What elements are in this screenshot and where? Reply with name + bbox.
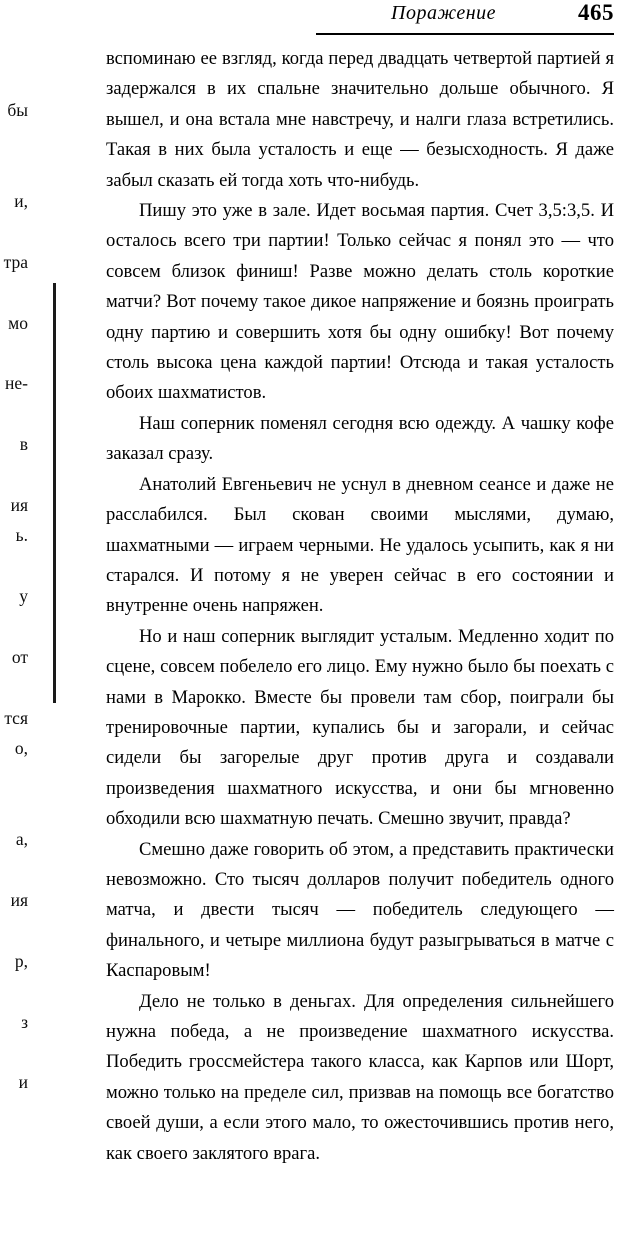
bleed-line: в [19, 434, 28, 455]
bleed-line: и [18, 1072, 28, 1093]
bleed-line [0, 976, 30, 1006]
bleed-line: тра [3, 251, 28, 272]
paragraph: вспоминаю ее взгляд, когда перед двадцать четвертой партией я задержался в их спальне значительно дольше обычного. Я вышел, и она встала мне навстречу, и налги глаза встретились. Такая в них была усталость и еще — безысходность. Я даже забыл сказать ей тогда хоть что-нибудь. [106, 48, 614, 191]
paragraph: Но и наш соперник выглядит усталым. Медленно ходит по сцене, совсем побелело его лицо. Ему нужно было бы поехать с нами в Марокко. Вместе бы провели там сбор, поиграли бы тренировочные партии, купались бы и загорали, и сейчас сидели бы загорелые друг против друга и создавали произведения шахматного искусства, и они бы мгновенно обходили всю шахматную печать. Смешно звучит, правда? [106, 625, 614, 830]
paragraph: Дело не только в деньгах. Для определения сильнейшего нужна победа, а не произведение шахматного искусства. Победить гроссмейстера такого класса, как Карпов или Шорт, можно только на пределе сил, призвав на помощь все богатство своей души, а если этого мало, то ожесточившись против него, как своего заклятого врага. [106, 990, 614, 1164]
bleed-line [0, 34, 30, 64]
header-chapter-title: Поражение [391, 2, 496, 24]
bleed-line: ия [10, 889, 28, 910]
paragraph: Смешно даже говорить об этом, а представить практически невозможно. Сто тысяч долларов получит победитель одного матча, и двести тысяч — победитель следующего — финального, и четыре миллиона будут разыгрываться в матче с Каспаровым! [106, 838, 614, 982]
bleed-line [0, 1189, 30, 1219]
bleed-line [0, 672, 30, 702]
bleed-line: р, [14, 950, 28, 971]
bleed-line [0, 399, 30, 429]
bleed-line: з [21, 1011, 28, 1032]
bleed-line [0, 794, 30, 824]
bleed-line: мо [8, 312, 28, 333]
page-gutter-rule [53, 283, 56, 703]
bleed-line [0, 763, 30, 793]
bleed-line [0, 459, 30, 489]
bleed-line: ия [10, 494, 28, 515]
bleed-line [0, 277, 30, 307]
bleed-line: не- [5, 373, 28, 394]
bleed-line: а, [15, 829, 28, 850]
bleed-line [0, 1128, 30, 1158]
bleed-line [0, 915, 30, 945]
bleed-line [0, 156, 30, 186]
paragraph: Пишу это уже в зале. Идет восьмая партия. Счет 3,5:3,5. И осталось всего три партии! Только сейчас я понял это — что совсем близок финиш! Разве можно делать столь короткие матчи? Вот почему такое дикое напряжение и боязнь проиграть одну партию и совершить хотя бы одну ошибку! Вот почему столь высока цена каждой партии! Отсюда и такая усталость обоих шахматистов. [106, 200, 614, 404]
bleed-line: тся [4, 707, 28, 728]
bleed-line: бы [7, 99, 28, 120]
running-header [106, 0, 614, 36]
header-divider [316, 33, 614, 35]
bleed-line [0, 611, 30, 641]
bleed-line: от [11, 646, 28, 667]
bleed-line [0, 1219, 30, 1249]
bleed-line: ь. [15, 525, 28, 546]
page-number: 465 [578, 0, 614, 25]
bleed-line: о, [14, 737, 28, 758]
bleed-line [0, 216, 30, 246]
facing-page-text-bleed [0, 34, 30, 1093]
bleed-line [0, 338, 30, 368]
paragraph: Анатолий Евгеньевич не уснул в дневном сеансе и даже не расслабился. Был скован своими мыслями, думаю, шахматными — играем черными. Не удалось усыпить, как я ни старался. И потому я не уверен сейчас в его состоянии и внутренне очень напряжен. [106, 473, 614, 617]
paragraph: Наш соперник поменял сегодня всю одежду. А чашку кофе заказал сразу. [106, 412, 614, 465]
bleed-line [0, 1037, 30, 1067]
bleed-line [0, 551, 30, 581]
page-body-text [106, 44, 614, 1169]
bleed-line: и, [14, 190, 28, 211]
bleed-line [0, 64, 30, 94]
bleed-line [0, 125, 30, 155]
bleed-line [0, 1098, 30, 1128]
bleed-line [0, 1158, 30, 1188]
bleed-line: у [19, 586, 28, 607]
bleed-line [0, 855, 30, 885]
